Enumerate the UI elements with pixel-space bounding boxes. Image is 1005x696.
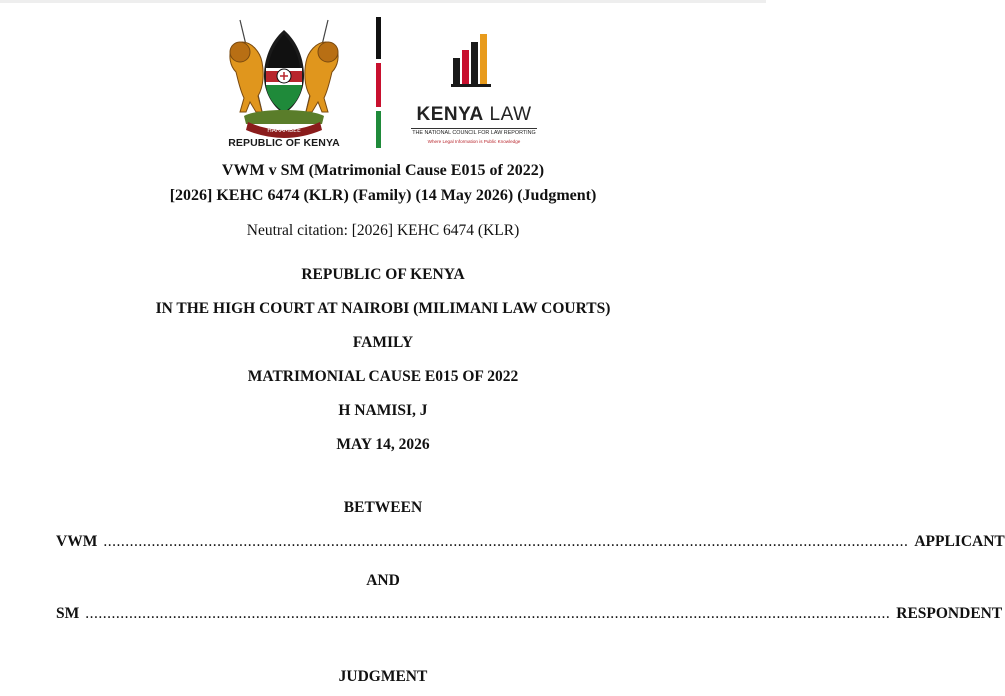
heading-republic: REPUBLIC OF KENYA	[301, 266, 465, 283]
kenya-law-logo	[407, 28, 541, 150]
neutral-citation: Neutral citation: [2026] KEHC 6474 (KLR)	[246, 222, 520, 239]
heading-judge: H NAMISI, J	[338, 402, 428, 419]
heading-division: FAMILY	[352, 334, 414, 351]
respondent-leader-dots: ........................................................................................................................................................................................	[85, 605, 891, 622]
applicant-row	[56, 533, 1005, 551]
judgment-heading: JUDGMENT	[338, 668, 428, 685]
respondent-name: SM	[56, 605, 80, 622]
applicant-leader-dots: ........................................................................................................................................................................................	[103, 533, 909, 550]
logo-divider	[376, 17, 381, 148]
page-top-border	[0, 0, 766, 3]
heading-court: IN THE HIGH COURT AT NAIROBI (MILIMANI LAW COURTS)	[155, 300, 611, 317]
arms-caption: REPUBLIC OF KENYA	[228, 137, 340, 149]
heading-cause: MATRIMONIAL CAUSE E015 OF 2022	[247, 368, 519, 385]
kenya-law-icon	[451, 28, 495, 88]
divider-black-segment	[376, 17, 381, 59]
between-label: BETWEEN	[343, 499, 423, 516]
divider-red-segment	[376, 63, 381, 107]
coat-of-arms-icon	[218, 16, 350, 136]
and-label: AND	[366, 572, 400, 589]
case-title: VWM v SM (Matrimonial Cause E015 of 2022)	[221, 162, 545, 179]
arms-motto: HARAMBEE	[267, 127, 301, 134]
respondent-role: RESPONDENT	[896, 605, 1003, 622]
case-citation-full: [2026] KEHC 6474 (KLR) (Family) (14 May 2026) (Judgment)	[169, 187, 597, 204]
kenya-law-title	[407, 104, 541, 126]
kenya-law-subtitle: THE NATIONAL COUNCIL FOR LAW REPORTING	[412, 130, 536, 136]
applicant-name: VWM	[56, 533, 98, 550]
kenya-law-rule	[411, 128, 537, 129]
kenya-law-tagline: Where Legal Information is Public Knowledge	[427, 139, 521, 144]
kenya-law-word1: KENYA	[416, 104, 484, 125]
respondent-row	[56, 605, 1003, 623]
heading-date: MAY 14, 2026	[336, 436, 430, 453]
coat-of-arms-logo	[218, 16, 350, 152]
divider-green-segment	[376, 111, 381, 148]
kenya-law-word2: LAW	[489, 104, 532, 125]
applicant-role: APPLICANT	[914, 533, 1005, 550]
